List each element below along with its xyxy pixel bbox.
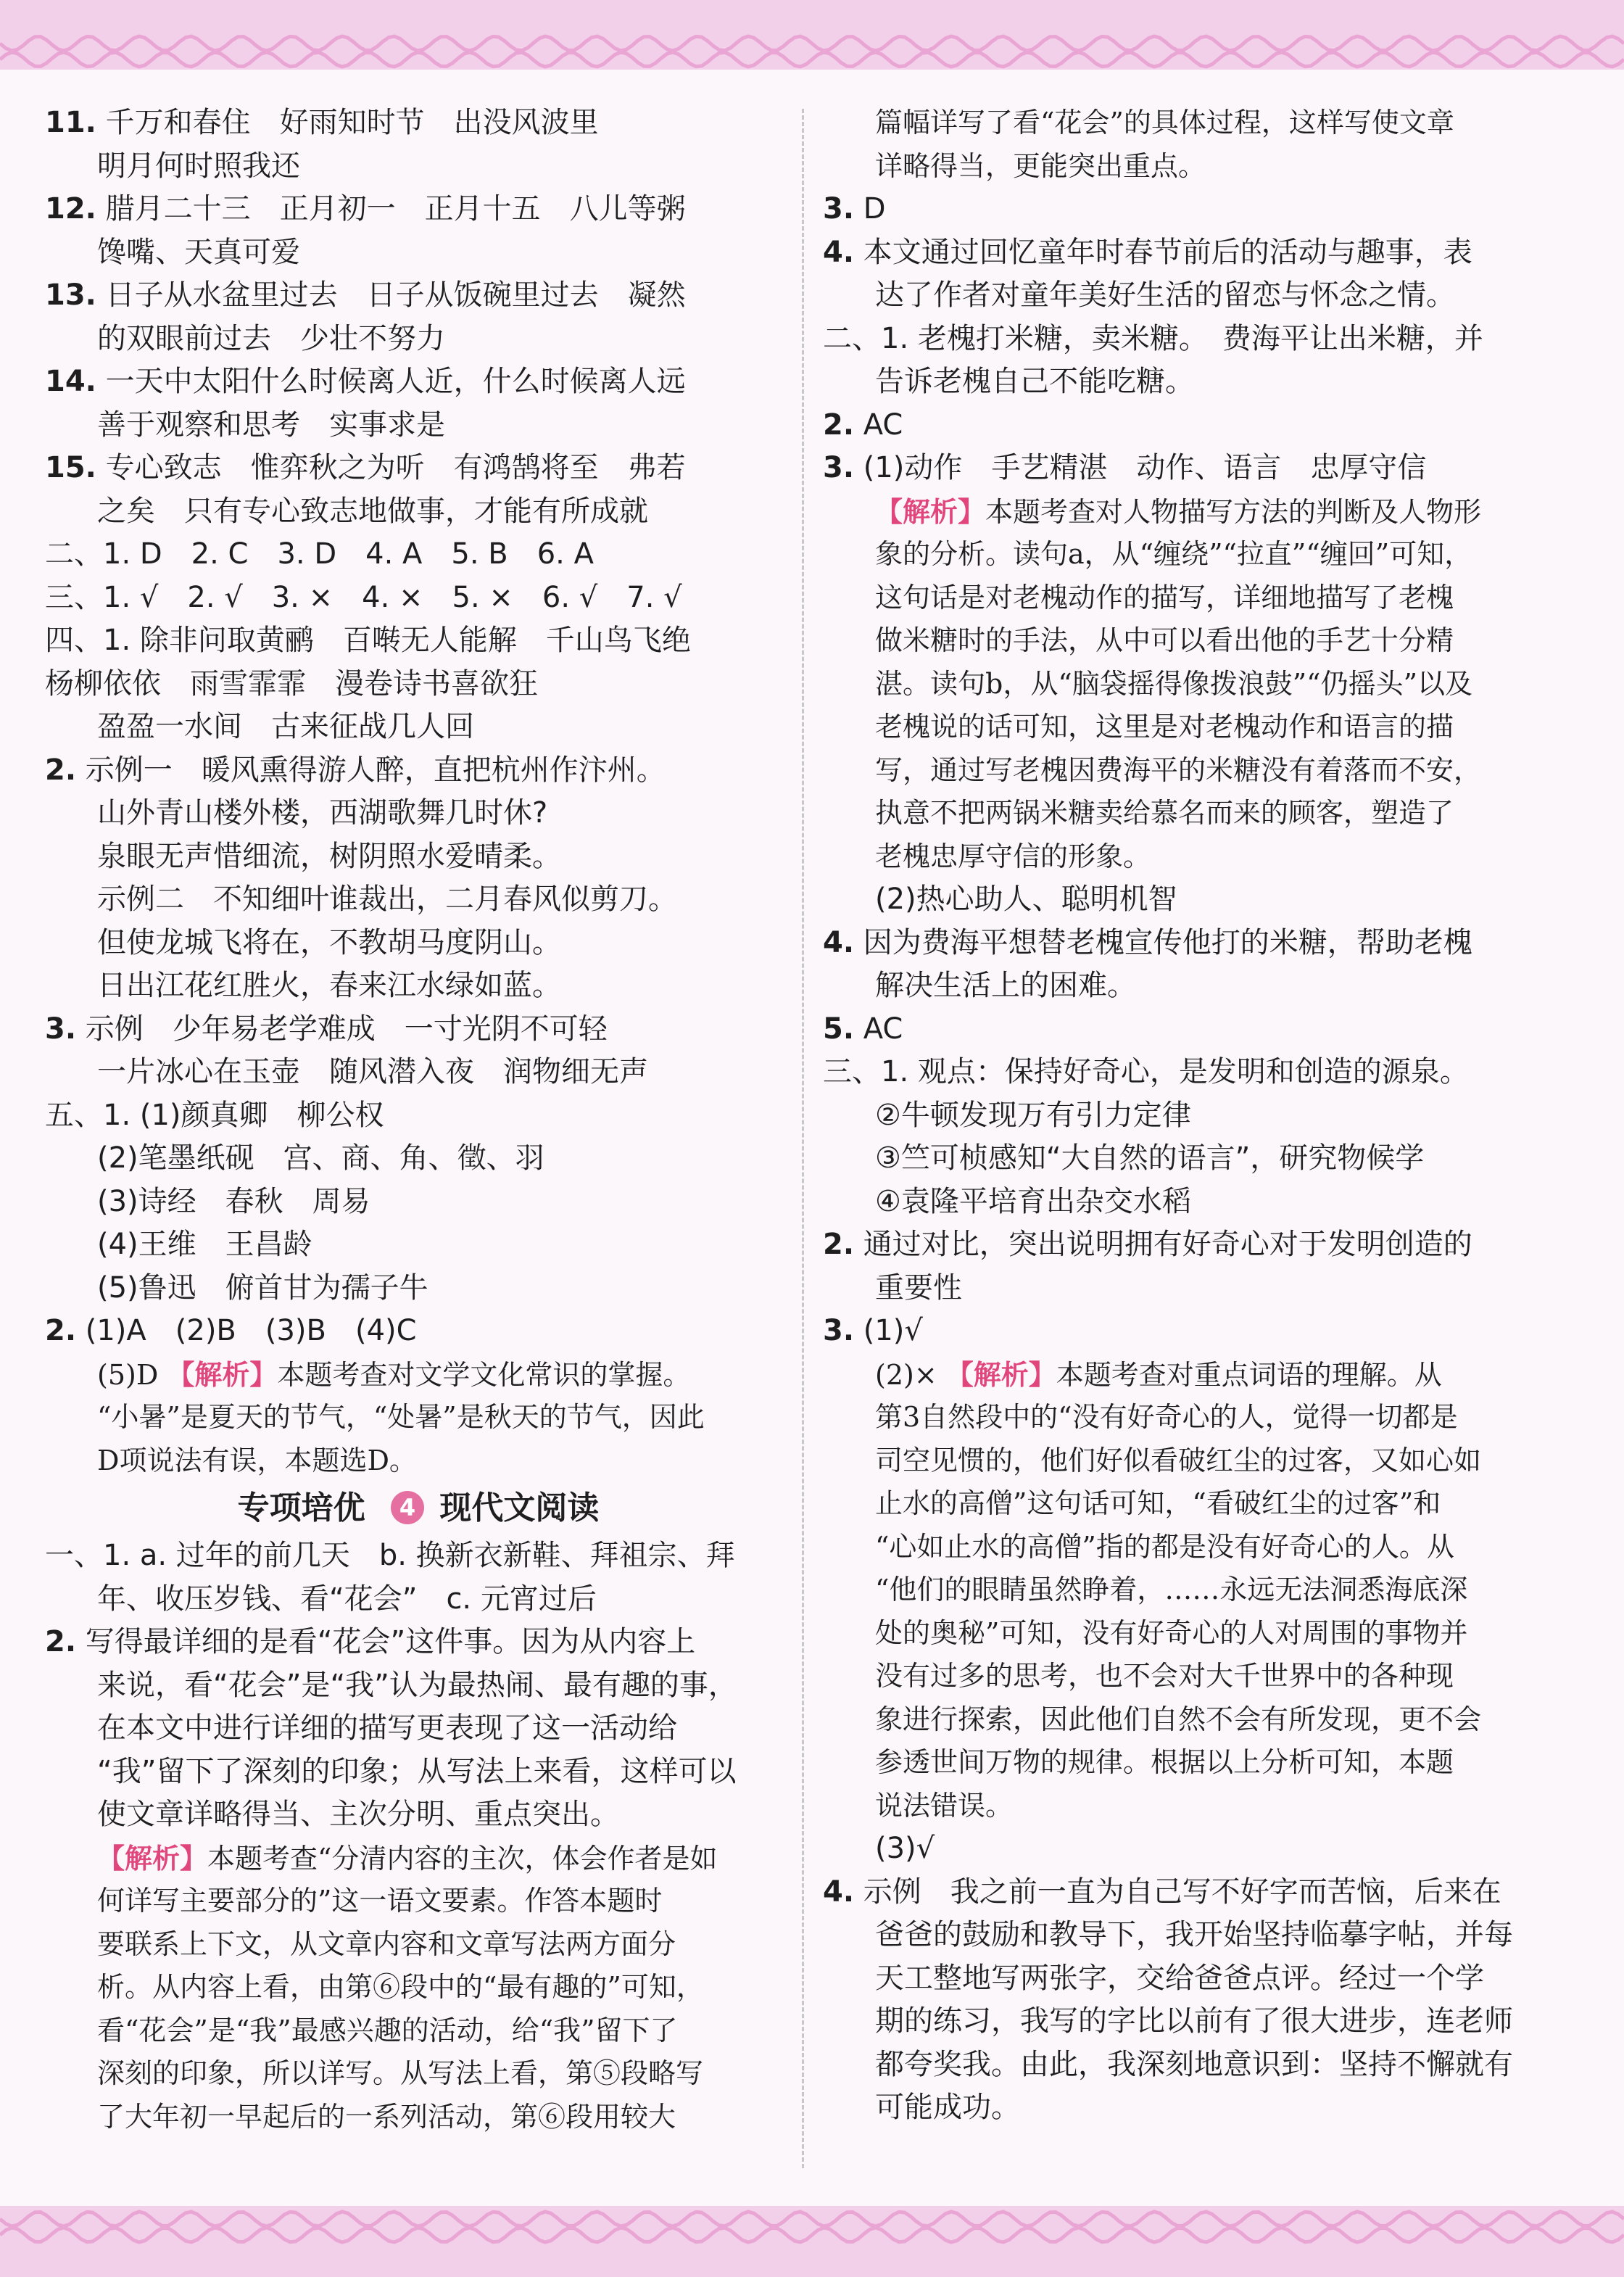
answer-text: D项说法有误，本题选D。: [97, 1444, 417, 1476]
section-heading: [45, 1482, 792, 1534]
answer-text: 示例二 不知细叶谁裁出，二月春风似剪刀。: [97, 883, 677, 916]
answer-line: [823, 2043, 1573, 2087]
answer-text: AC: [863, 1012, 903, 1046]
answer-text: 止水的高僧”这句话可知，“看破红尘的过客”和: [875, 1487, 1441, 1519]
answer-line: [823, 792, 1573, 835]
answer-line: [823, 145, 1573, 189]
answer-text: 盈盈一水间 古来征战几人回: [97, 710, 474, 743]
answer-line: [45, 2009, 792, 2053]
answer-line: [823, 1698, 1573, 1742]
question-number: 2.: [45, 753, 77, 787]
answer-line: [823, 1914, 1573, 1957]
right-answer-lines: [823, 102, 1573, 2130]
answer-text: 明月何时照我还: [97, 149, 300, 183]
answer-text: 这句话是对老槐动作的描写，详细地描写了老槐: [875, 581, 1454, 613]
answer-line: [45, 1751, 792, 1794]
answer-text: 详略得当，更能突出重点。: [875, 149, 1206, 182]
question-number: 3.: [823, 192, 855, 226]
answer-text: 四、1. 除非问取黄鹂 百啭无人能解 千山鸟飞绝: [45, 624, 691, 657]
answer-line: [45, 1137, 792, 1181]
answer-text: 但使龙城飞将在，不教胡马度阴山。: [97, 925, 561, 959]
answer-text: 因为费海平想替老槐宣传他打的米糖，帮助老槐: [863, 925, 1472, 959]
answer-line: [45, 1578, 792, 1621]
answer-text: 示例 少年易老学难成 一寸光阴不可轻: [85, 1012, 608, 1046]
answer-line: [823, 1526, 1573, 1569]
answer-line: [45, 577, 792, 620]
answer-line: [823, 1353, 1573, 1397]
analysis-text: 本题考查对人物描写方法的判断及人物形: [985, 495, 1482, 528]
answer-line: [823, 447, 1573, 490]
answer-line: [823, 1785, 1573, 1828]
answer-line: [823, 360, 1573, 404]
answer-line: [823, 1008, 1573, 1051]
answer-text: 山外青山楼外楼，西湖歌舞几时休?: [97, 796, 548, 830]
answer-line: [823, 1741, 1573, 1785]
answer-line: [823, 102, 1573, 145]
answer-line: [823, 188, 1573, 231]
answer-text: “我”留下了深刻的印象；从写法上来看，这样可以: [97, 1754, 737, 1788]
answer-line: [823, 490, 1573, 534]
answer-text: 没有过多的思考，也不会对大千世界中的各种现: [875, 1660, 1454, 1692]
answer-line: [45, 1051, 792, 1094]
answer-text: 二、1. D 2. C 3. D 4. A 5. B 6. A: [45, 537, 594, 571]
answer-line: [823, 274, 1573, 318]
answer-text: 达了作者对童年美好生活的留恋与怀念之情。: [875, 278, 1455, 312]
answer-line: [823, 878, 1573, 922]
answer-line: [823, 1051, 1573, 1094]
answer-text: 象的分析。读句a，从“缠绕”“拉直”“缠回”可知，: [875, 538, 1472, 570]
answer-text: 析。从内容上看，由第⑥段中的“最有趣的”可知，: [97, 1971, 704, 2003]
section-number-badge: 4: [391, 1491, 424, 1524]
answer-line: [823, 1181, 1573, 1224]
answer-line: [45, 878, 792, 922]
answer-line: [823, 749, 1573, 793]
answer-text: (1)√: [863, 1314, 923, 1347]
answer-text: 处的奥秘”可知，没有好奇心的人对周围的事物并: [875, 1616, 1468, 1649]
answer-text: 通过对比，突出说明拥有好奇心对于发明创造的: [863, 1228, 1472, 1261]
answer-text: ②牛顿发现万有引力定律: [875, 1098, 1191, 1132]
answer-line: [45, 1310, 792, 1353]
question-number: 2.: [823, 408, 855, 442]
answer-line: [823, 404, 1573, 447]
right-column: [823, 102, 1573, 2130]
answer-line: [823, 533, 1573, 577]
answer-line: [45, 1621, 792, 1664]
answer-line: [823, 835, 1573, 879]
left-answer-lines: [45, 102, 792, 1482]
answer-text: D: [863, 192, 886, 226]
answer-text: 在本文中进行详细的描写更表现了这一活动给: [97, 1711, 677, 1745]
answer-text: 告诉老槐自己不能吃糖。: [875, 365, 1194, 398]
answer-line: [823, 922, 1573, 965]
question-number: 3.: [823, 451, 855, 484]
answer-text: 爸爸的鼓励和教导下，我开始坚持临摹字帖，并每: [875, 1918, 1513, 1951]
question-number: 4.: [823, 235, 855, 269]
bottom-wave-border: [0, 2197, 1624, 2277]
question-number: 15.: [45, 451, 96, 484]
answer-text: 写，通过写老槐因费海平的米糖没有着落而不安，: [875, 753, 1482, 786]
answer-text: 参透世间万物的规律。根据以上分析可知，本题: [875, 1746, 1454, 1778]
answer-line: [45, 490, 792, 534]
question-number: 2.: [45, 1314, 77, 1347]
answer-line: [823, 318, 1573, 361]
answer-line: [45, 619, 792, 663]
answer-text: (2)热心助人、聪明机智: [875, 883, 1177, 916]
answer-line: [823, 1957, 1573, 2001]
answer-line: [823, 1612, 1573, 1656]
question-number: 3.: [823, 1314, 855, 1347]
answer-line: [45, 533, 792, 577]
answer-text: 本文通过回忆童年时春节前后的活动与趣事，表: [863, 235, 1472, 269]
section-title: 专项培优: [237, 1489, 365, 1526]
answer-text: “小暑”是夏天的节气，“处暑”是秋天的节气，因此: [97, 1401, 705, 1433]
answer-line: [823, 1871, 1573, 1914]
top-wave-border: [0, 0, 1624, 80]
answer-text: 解决生活上的困难。: [875, 969, 1136, 1002]
answer-text: 天工整地写两张字，交给爸爸点评。经过一个学: [875, 1961, 1484, 1995]
answer-line: [45, 792, 792, 835]
question-number: 3.: [45, 1012, 77, 1046]
question-number: 4.: [823, 925, 855, 959]
answer-text: (4)王维 王昌龄: [97, 1228, 312, 1261]
answer-text: 使文章详略得当、主次分明、重点突出。: [97, 1798, 619, 1831]
answer-text: 看“花会”是“我”最感兴趣的活动，给“我”留下了: [97, 2014, 678, 2046]
answer-text: 老槐说的话可知，这里是对老槐动作和语言的描: [875, 711, 1454, 743]
column-divider: [802, 109, 804, 2168]
answer-text: 篇幅详写了看“花会”的具体过程，这样写使文章: [875, 107, 1454, 139]
answer-text: 湛。读句b，从“脑袋摇得像拨浪鼓”“仍摇头”以及: [875, 667, 1473, 700]
answer-line: [823, 619, 1573, 663]
answer-line: [45, 2052, 792, 2096]
answer-text: 老槐忠厚守信的形象。: [875, 840, 1151, 872]
answer-text: (5)鲁迅 俯首甘为孺子牛: [97, 1270, 428, 1305]
answer-text: ④袁隆平培育出杂交水稻: [875, 1184, 1191, 1218]
answer-text: 何详写主要部分的”这一语文要素。作答本题时: [97, 1885, 663, 1917]
answer-line: [45, 1664, 792, 1708]
answer-line: [823, 1396, 1573, 1439]
answer-line: [45, 231, 792, 275]
answer-text: 做米糖时的手法，从中可以看出他的手艺十分精: [875, 624, 1454, 656]
answer-text: 二、1. 老槐打米糖，卖米糖。 费海平让出米糖，并: [823, 321, 1483, 355]
answer-text: 腊月二十三 正月初一 正月十五 八儿等粥: [105, 192, 686, 226]
answer-text: 示例一 暖风熏得游人醉，直把杭州作汴州。: [85, 753, 666, 787]
answer-line: [823, 964, 1573, 1008]
answer-line: [823, 577, 1573, 620]
answer-line: [45, 1880, 792, 1923]
answer-line: [45, 1353, 792, 1397]
answer-text: 专心致志 惟弈秋之为听 有鸿鹄将至 弗若: [105, 451, 686, 484]
answer-text: 杨柳依依 雨雪霏霏 漫卷诗书喜欲狂: [45, 666, 538, 701]
answer-line: [823, 231, 1573, 275]
answer-line: [45, 274, 792, 318]
answer-text: 象进行探索，因此他们自然不会有所发现，更不会: [875, 1703, 1482, 1735]
left-reading-answers: [45, 1534, 792, 2138]
answer-text: 执意不把两锅米糖卖给慕名而来的顾客，塑造了: [875, 797, 1454, 829]
answer-text: “心如止水的高僧”指的都是没有好奇心的人。从: [875, 1530, 1454, 1563]
answer-text: (2)笔墨纸砚 宫、商、角、徵、羽: [97, 1141, 544, 1175]
answer-text: 之矣 只有专心致志地做事，才能有所成就: [97, 494, 648, 528]
answer-text: 三、1. √ 2. √ 3. × 4. × 5. × 6. √ 7. √: [45, 580, 682, 614]
answer-line: [823, 1310, 1573, 1353]
analysis-tag: 【解析】: [875, 495, 986, 528]
analysis-text: 本题考查对文学文化常识的掌握。: [277, 1358, 691, 1391]
answer-text: 来说，看“花会”是“我”认为最热闹、最有趣的事，: [97, 1668, 737, 1702]
answer-line: [45, 706, 792, 749]
answer-text: 都夸奖我。由此，我深刻地意识到：坚持不懈就有: [875, 2047, 1513, 2081]
answer-text: 一天中太阳什么时候离人近，什么时候离人远: [105, 365, 686, 398]
answer-text: (2)×: [875, 1358, 946, 1391]
answer-text: 一、1. a. 过年的前几天 b. 换新衣新鞋、拜祖宗、拜: [45, 1539, 735, 1572]
answer-text: 馋嘴、天真可爱: [97, 235, 300, 269]
answer-text: 日出江花红胜火，春来江水绿如蓝。: [97, 969, 561, 1002]
answer-line: [45, 145, 792, 189]
answer-line: [45, 1181, 792, 1224]
answer-line: [45, 835, 792, 879]
answer-text: 重要性: [875, 1270, 962, 1305]
answer-line: [823, 1267, 1573, 1310]
answer-line: [45, 1837, 792, 1880]
answer-text: 五、1. (1)颜真卿 柳公权: [45, 1098, 384, 1132]
answer-text: 千万和春住 好雨知时节 出没风波里: [105, 106, 599, 139]
answer-line: [45, 1439, 792, 1483]
answer-line: [45, 1094, 792, 1138]
answer-text: 泉眼无声惜细流，树阴照水爱晴柔。: [97, 839, 561, 873]
question-number: 14.: [45, 365, 96, 398]
question-number: 12.: [45, 192, 96, 226]
answer-line: [45, 2096, 792, 2139]
answer-line: [823, 1827, 1573, 1871]
answer-text: (1)A (2)B (3)B (4)C: [85, 1314, 417, 1347]
analysis-tag: 【解析】: [945, 1357, 1056, 1391]
answer-page: [29, 80, 1595, 2197]
section-subtitle: 现代文阅读: [439, 1489, 600, 1526]
answer-line: [45, 447, 792, 490]
answer-line: [45, 318, 792, 361]
answer-line: [45, 964, 792, 1008]
answer-text: 可能成功。: [875, 2091, 1020, 2124]
answer-text: 年、收压岁钱、看“花会” c. 元宵过后: [97, 1582, 597, 1616]
answer-line: [823, 2086, 1573, 2130]
answer-line: [45, 1223, 792, 1267]
answer-text: 第3自然段中的“没有好奇心的人，觉得一切都是: [875, 1401, 1458, 1433]
answer-text: 日子从水盆里过去 日子从饭碗里过去 凝然: [105, 278, 686, 312]
analysis-tag: 【解析】: [167, 1357, 278, 1391]
answer-text: 要联系上下文，从文章内容和文章写法两方面分: [97, 1927, 676, 1960]
answer-text: (5)D: [97, 1358, 167, 1391]
answer-text: 说法错误。: [875, 1789, 1014, 1822]
answer-line: [45, 1966, 792, 2009]
answer-line: [45, 360, 792, 404]
answer-line: [823, 1223, 1573, 1267]
answer-line: [45, 1707, 792, 1751]
answer-text: (3)√: [875, 1832, 935, 1865]
answer-line: [823, 1569, 1573, 1612]
question-number: 13.: [45, 278, 96, 312]
answer-text: 期的练习，我写的字比以前有了很大进步，连老师: [875, 2004, 1513, 2038]
answer-line: [823, 1482, 1573, 1526]
answer-line: [45, 1008, 792, 1051]
answer-line: [45, 1396, 792, 1439]
left-column: [45, 102, 792, 2138]
answer-text: 司空见惯的，他们好似看破红尘的过客，又如心如: [875, 1444, 1482, 1476]
analysis-text: 本题考查对重点词语的理解。从: [1056, 1358, 1442, 1391]
answer-line: [45, 922, 792, 965]
answer-line: [823, 1439, 1573, 1483]
answer-text: 了大年初一早起后的一系列活动，第⑥段用较大: [97, 2100, 676, 2133]
answer-line: [823, 1137, 1573, 1181]
answer-text: AC: [863, 408, 903, 442]
answer-line: [823, 2000, 1573, 2043]
answer-text: 善于观察和思考 实事求是: [97, 408, 445, 442]
answer-line: [45, 404, 792, 447]
analysis-text: 本题考查“分清内容的主次，体会作者是如: [207, 1842, 718, 1875]
answer-text: “他们的眼睛虽然睁着，……永远无法洞悉海底深: [875, 1574, 1468, 1606]
answer-line: [823, 663, 1573, 706]
answer-line: [45, 1793, 792, 1837]
answer-line: [823, 1094, 1573, 1138]
answer-text: (3)诗经 春秋 周易: [97, 1184, 370, 1218]
answer-line: [45, 749, 792, 793]
answer-text: 的双眼前过去 少壮不努力: [97, 321, 445, 355]
question-number: 5.: [823, 1012, 855, 1046]
answer-text: 写得最详细的是看“花会”这件事。因为从内容上: [85, 1625, 696, 1658]
answer-text: ③竺可桢感知“大自然的语言”，研究物候学: [875, 1141, 1425, 1175]
answer-text: 示例 我之前一直为自己写不好字而苦恼，后来在: [863, 1875, 1501, 1909]
question-number: 4.: [823, 1875, 855, 1909]
answer-text: 三、1. 观点：保持好奇心，是发明和创造的源泉。: [823, 1055, 1469, 1088]
question-number: 2.: [823, 1228, 855, 1261]
question-number: 11.: [45, 106, 96, 139]
answer-text: (1)动作 手艺精湛 动作、语言 忠厚守信: [863, 451, 1427, 484]
answer-line: [823, 706, 1573, 749]
question-number: 2.: [45, 1625, 77, 1658]
answer-line: [45, 1534, 792, 1578]
answer-line: [45, 1923, 792, 1967]
answer-line: [823, 1655, 1573, 1698]
answer-text: 深刻的印象，所以详写。从写法上看，第⑤段略写: [97, 2057, 704, 2089]
answer-line: [45, 188, 792, 231]
answer-line: [45, 102, 792, 145]
answer-text: 一片冰心在玉壶 随风潜入夜 润物细无声: [97, 1055, 648, 1088]
analysis-tag: 【解析】: [97, 1841, 208, 1875]
answer-line: [45, 1267, 792, 1310]
answer-line: [45, 663, 792, 706]
